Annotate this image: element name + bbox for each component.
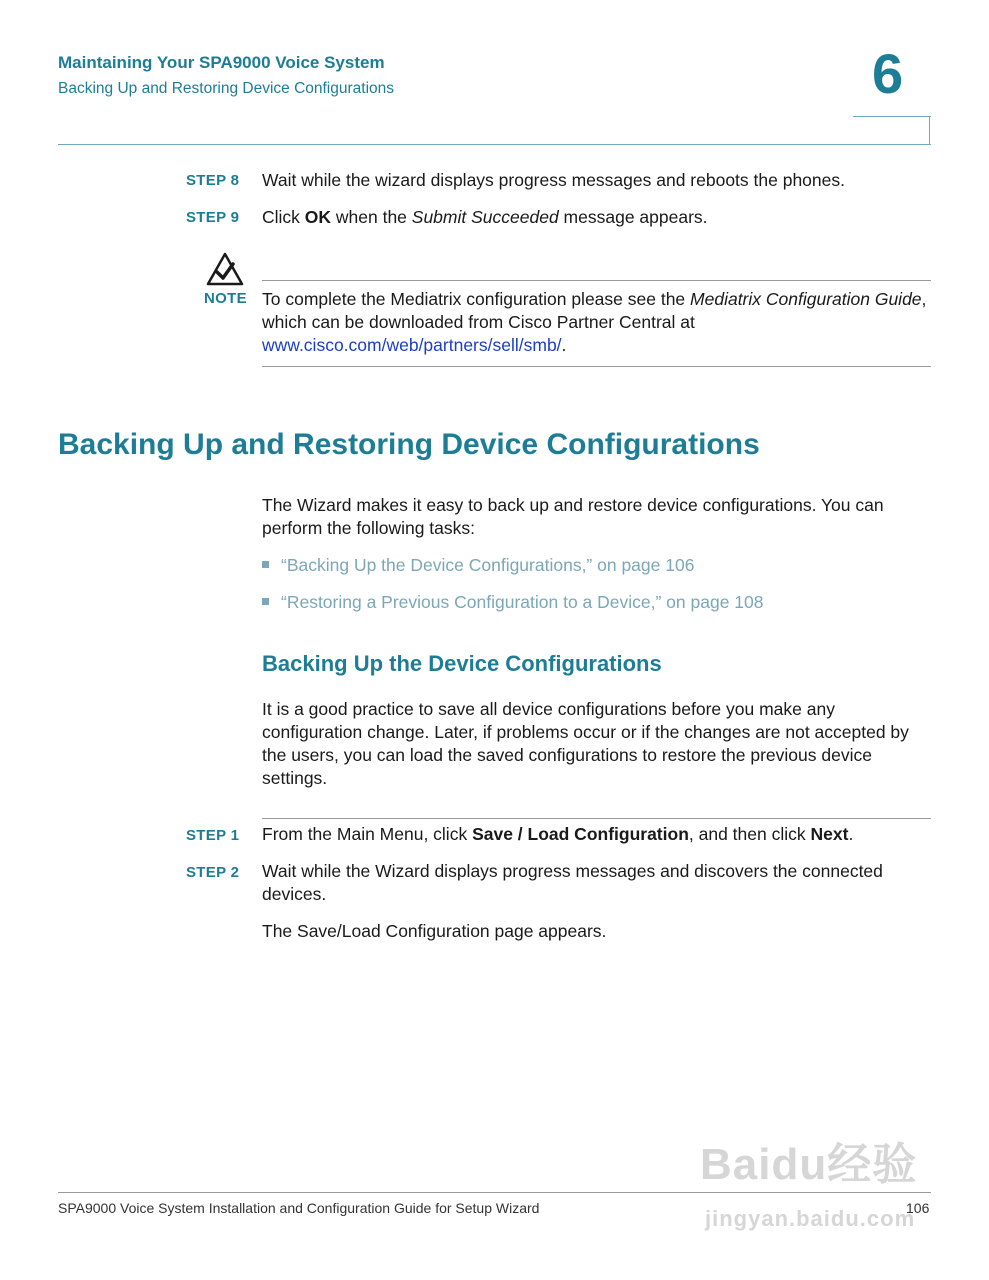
note-text: To complete the Mediatrix configuration please see the Mediatrix Configuration Guide, which can be downloaded from Cisco Partner Central at www.cisco.com/web/partners/sell/smb/. — [262, 289, 927, 355]
header-rule — [58, 144, 931, 145]
note-check-icon — [206, 252, 244, 286]
note-top-rule — [262, 280, 931, 281]
watermark-url: jingyan.baidu.com — [705, 1206, 916, 1231]
bullet-square-icon — [262, 598, 269, 605]
section-heading: Backing Up and Restoring Device Configurations — [58, 428, 760, 461]
note-bottom-rule — [262, 366, 931, 367]
chapter-box — [853, 116, 930, 144]
step-text: From the Main Menu, click Save / Load Configuration, and then click Next. — [262, 824, 854, 844]
subsection-heading: Backing Up the Device Configurations — [262, 651, 662, 676]
xref-link-restoring[interactable]: “Restoring a Previous Configuration to a Device,” on page 108 — [262, 592, 764, 613]
xref-link-backing-up[interactable]: “Backing Up the Device Configurations,” on page 106 — [262, 555, 694, 576]
step-result: The Save/Load Configuration page appears. — [262, 921, 607, 941]
step-label: STEP 1 — [186, 827, 240, 844]
watermark-logo: Baidu经验 — [700, 1140, 918, 1189]
running-header-title: Maintaining Your SPA9000 Voice System — [58, 53, 385, 72]
footer-text: SPA9000 Voice System Installation and Configuration Guide for Setup Wizard — [58, 1200, 540, 1216]
step-text: Click OK when the Submit Succeeded message appears. — [262, 207, 708, 227]
step-label: STEP 2 — [186, 864, 240, 881]
step-text: Wait while the Wizard displays progress messages and discovers the connected devices. — [262, 861, 883, 904]
bullet-square-icon — [262, 561, 269, 568]
step-label: STEP 9 — [186, 209, 240, 226]
steps-rule — [262, 818, 931, 819]
running-header-subtitle: Backing Up and Restoring Device Configurations — [58, 80, 395, 97]
cisco-partner-link[interactable]: www.cisco.com/web/partners/sell/smb/ — [262, 335, 562, 355]
subsection-intro: It is a good practice to save all device configurations before you make any configuration change. Later, if problems occur or if the changes are not accepted by the users, you can load the saved configurations to restore the previous device settings. — [262, 699, 909, 788]
chapter-number: 6 — [872, 42, 904, 105]
note-label: NOTE — [204, 290, 247, 307]
step-text: Wait while the wizard displays progress messages and reboots the phones. — [262, 170, 845, 190]
page-number: 106 — [906, 1200, 930, 1216]
footer-rule — [58, 1192, 931, 1193]
step-label: STEP 8 — [186, 172, 240, 189]
section-intro: The Wizard makes it easy to back up and restore device configurations. You can perform the following tasks: — [262, 495, 884, 538]
